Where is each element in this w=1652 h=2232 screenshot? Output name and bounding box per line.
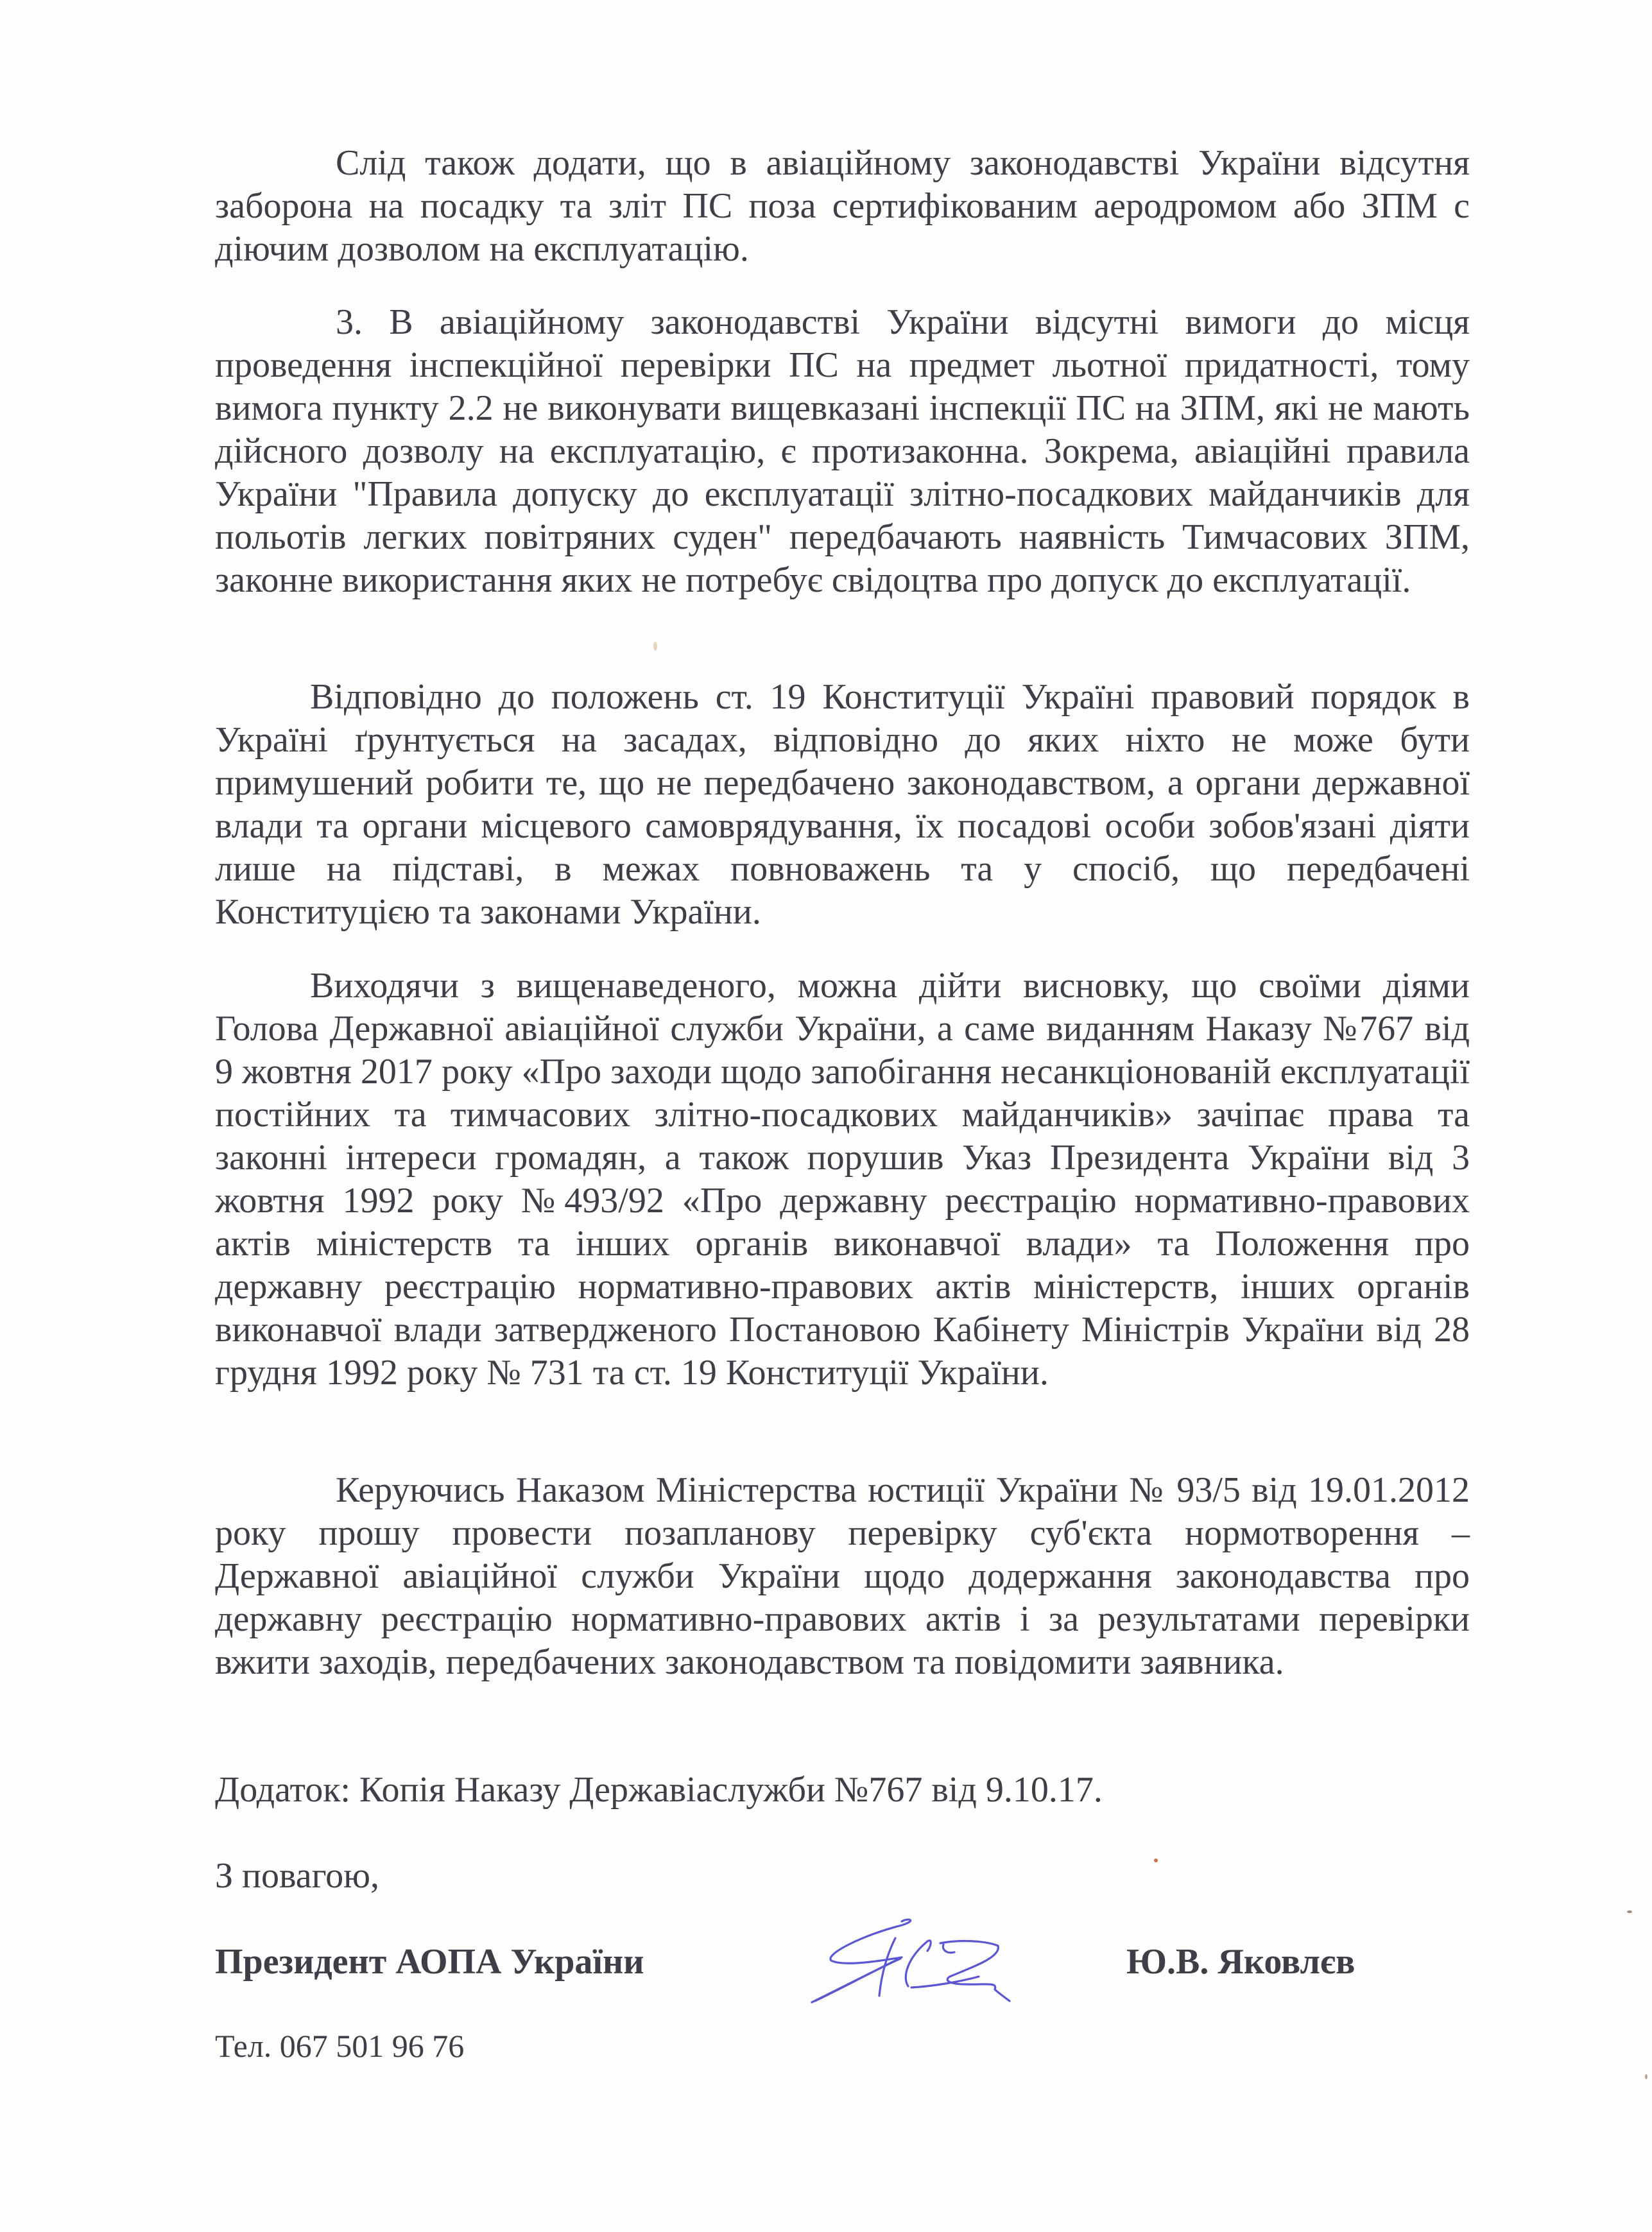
paragraph-point-3 bbox=[215, 301, 1470, 602]
signer-title: Президент АОПА України bbox=[215, 1942, 644, 1982]
paragraph-constitution bbox=[215, 676, 1470, 934]
paragraph-no-prohibition bbox=[215, 142, 1470, 271]
paragraph-text: 3. В авіаційному законодавстві України відсутні вимоги до місця проведення інспекційної перевірки ПС на предмет льотної придатності, тому вимога пункту 2.2 не виконувати вищевказані інспекції ПС на ЗПМ, які не мають дійсного дозволу на експлуатацію, є протизаконна. Зокрема, авіаційні правила України "Правила допуску до експлуатації злітно-посадкових майданчиків для польотів легких повітряних суден" передбачають наявність Тимчасових ЗПМ, законне використання яких не потребує свідоцтва про допуск до експлуатації. bbox=[215, 302, 1470, 600]
signer-name: Ю.В. Яковлєв bbox=[1126, 1942, 1355, 1982]
closing-regards: З повагою, bbox=[215, 1856, 379, 1896]
scan-speck bbox=[1154, 1859, 1158, 1862]
paragraph-text: Виходячи з вищенаведеного, можна дійти висновку, що своїми діями Голова Державної авіаційної служби України, а саме виданням Наказу №767 від 9 жовтня 2017 року «Про заходи щодо запобігання несанкціонованій експлуатації постійних та тимчасових злітно-посадкових майданчиків» зачіпає права та законні інтереси громадян, а також порушив Указ Президента України від 3 жовтня 1992 року №493/92 «Про державну реєстрацію нормативно-правових актів міністерств та інших органів виконавчої влади» та Положення про державну реєстрацію нормативно-правових актів міністерств, інших органів виконавчої влади затвердженого Постановою Кабінету Міністрів України від 28 грудня 1992 року № 731 та ст. 19 Конституції України. bbox=[215, 966, 1470, 1393]
scan-speck bbox=[1627, 1910, 1632, 1913]
paragraph-text: Керуючись Наказом Міністерства юстиції України № 93/5 від 19.01.2012 року прошу провести позапланову перевірку суб'єкта нормотворення – Державної авіаційної служби України щодо додержання законодавства про державну реєстрацію нормативно-правових актів і за результатами перевірки вжити заходів, передбачених законодавством та повідомити заявника. bbox=[215, 1470, 1470, 1682]
scan-speck bbox=[1645, 2074, 1648, 2079]
paragraph-text: Відповідно до положень ст. 19 Конституції Україні правовий порядок в Україні ґрунтується на засадах, відповідно до яких ніхто не може бути примушений робити те, що не передбачено законодавством, а органи державної влади та органи місцевого самоврядування, їх посадові особи зобов'язані діяти лише на підставі, в межах повноважень та у спосіб, що передбачені Конституцією та законами України. bbox=[215, 677, 1470, 932]
phone-number: Тел. 067 501 96 76 bbox=[215, 2028, 465, 2064]
paragraph-text: Слід також додати, що в авіаційному законодавстві України відсутня заборона на посадку та зліт ПС поза сертифікованим аеродромом або ЗПМ с діючим дозволом на експлуатацію. bbox=[215, 143, 1470, 269]
paragraph-request bbox=[215, 1469, 1470, 1684]
paragraph-conclusion bbox=[215, 965, 1470, 1395]
scan-speck bbox=[653, 642, 657, 651]
attachment-note: Додаток: Копія Наказу Державіаслужби №767 від 9.10.17. bbox=[215, 1770, 1103, 1810]
handwritten-signature-icon bbox=[805, 1906, 1030, 2012]
